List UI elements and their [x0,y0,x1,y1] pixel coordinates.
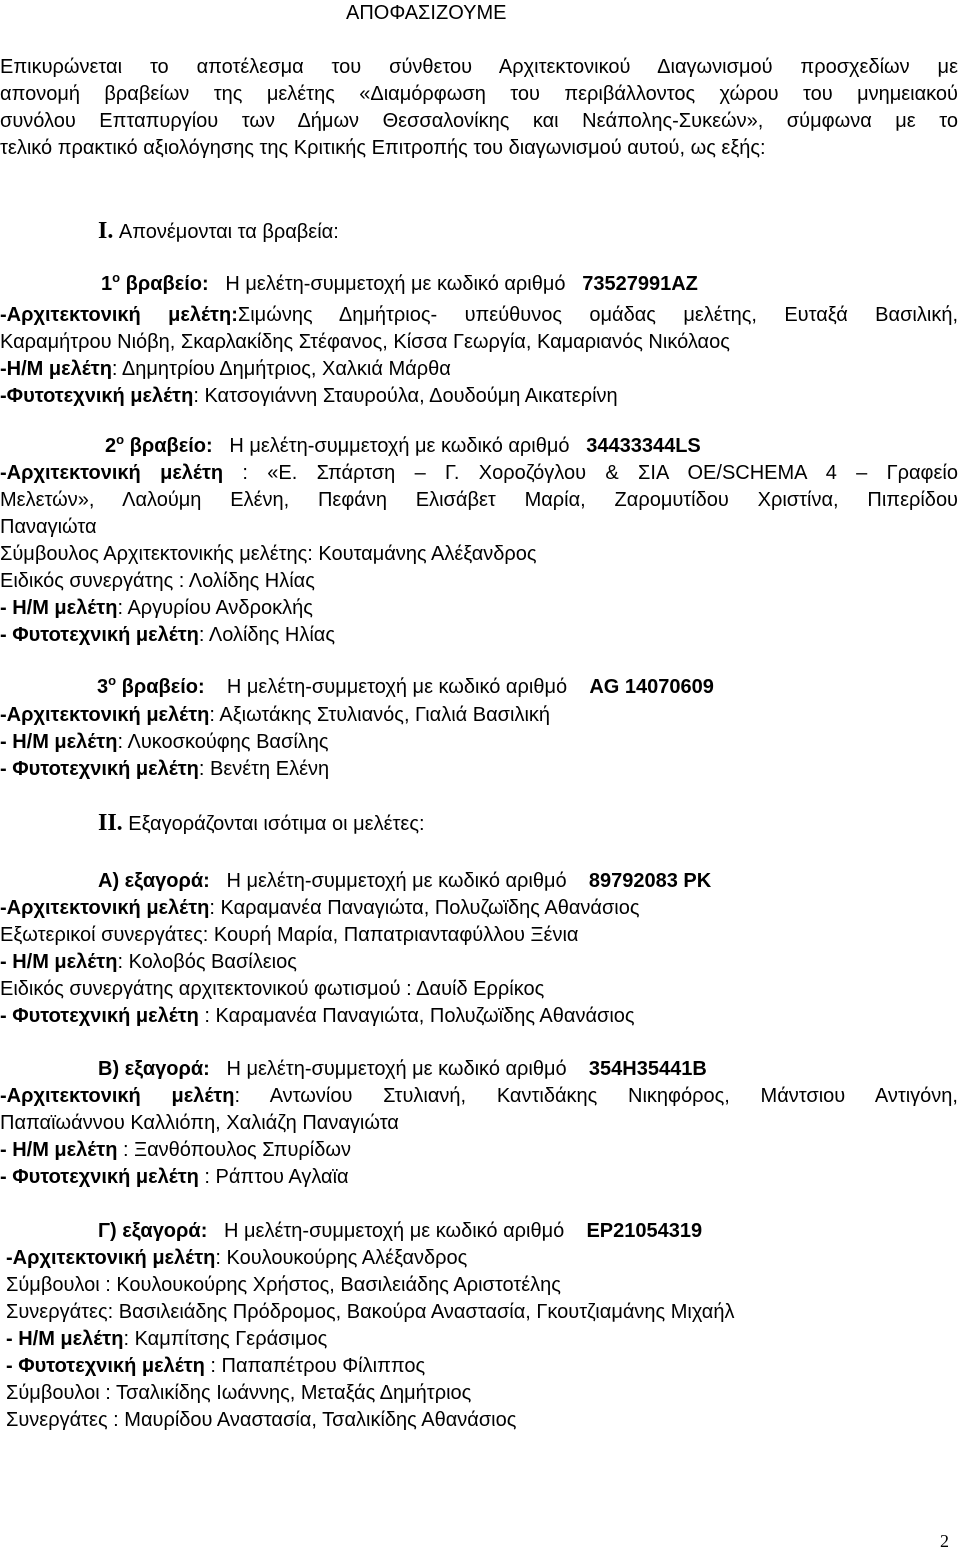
study-code: ΕΡ21054319 [586,1220,703,1242]
arch-line: -Αρχιτεκτονική μελέτη : «Ε. Σπάρτση – Γ. Χοροζόγλου & ΣΙΑ ΟΕ/SCHEMA 4 – Γραφείο [0,462,959,484]
arch-line: -Αρχιτεκτονική μελέτη: Καραμανέα Παναγιώτα, Πολυζωϊδης Αθανάσιος [0,897,640,919]
intro-line: συνόλου Επταπυργίου των Δήμων Θεσσαλονίκης και Νεάπολης-Συκεών», σύμφωνα με το [0,110,958,132]
arch-line: -Αρχιτεκτονική μελέτη:Σιμώνης Δημήτριος- υπεύθυνος ομάδας μελέτης, Ευταξά Βασιλική, [0,304,958,326]
section-numeral: II. [98,810,123,836]
section-heading-text: Εξαγοράζονται ισότιμα οι μελέτες: [128,813,425,835]
arch-line: -Αρχιτεκτονική μελέτη: Αξιωτάκης Στυλιανός, Γιαλιά Βασιλική [0,704,551,726]
study-code: 34433344LS [586,435,701,457]
hm-line: - Η/Μ μελέτη: Λυκοσκούφης Βασίλης [0,731,329,753]
page-number: 2 [940,1531,949,1551]
section-heading [98,810,425,838]
arch-line: Παπαϊωάννου Καλλιόπη, Χαλιάζη Παναγιώτα [0,1112,399,1134]
phyto-line: -Φυτοτεχνική μελέτη: Κατσογιάννη Σταυρούλα, Δουδούμη Αικατερίνη [0,385,618,407]
prize-heading: $1^o$ βραβείο: Η μελέτη-συμμετοχή με κωδικό αριθμό 73527991ΑΖ [101,270,698,295]
advisors-line: Σύμβουλοι : Κουλουκούρης Χρήστος, Βασιλειάδης Αριστοτέλης [6,1274,561,1296]
study-code: 73527991ΑΖ [582,273,698,295]
prize-heading: $3^o$ βραβείο: Η μελέτη-συμμετοχή με κωδικό αριθμό AG 14070609 [97,673,714,698]
purchase-heading: Γ) εξαγορά: Η μελέτη-συμμετοχή με κωδικό αριθμό ΕΡ21054319 [98,1220,703,1242]
collaborators-line: Συνεργάτες: Βασιλειάδης Πρόδρομος, Βακούρα Αναστασία, Γκουτζιαμάνης Μιχαήλ [6,1301,735,1323]
collaborators-line: Συνεργάτες : Μαυρίδου Αναστασία, Τσαλικίδης Αθανάσιος [6,1409,517,1431]
phyto-line: - Φυτοτεχνική μελέτη : Ράπτου Αγλαϊα [0,1166,349,1188]
lighting-collaborator-line: Ειδικός συνεργάτης αρχιτεκτονικού φωτισμού : Δαυίδ Ερρίκος [0,978,545,1000]
hm-line: - Η/Μ μελέτη: Αργυρίου Ανδροκλής [0,597,313,619]
arch-line: Μελετών», Λαλούμη Ελένη, Πεφάνη Ελισάβετ Μαρία, Ζαρομυτίδου Χριστίνα, Πιπερίδου [0,489,958,511]
study-code: 89792083 PK [588,870,712,892]
phyto-line: - Φυτοτεχνική μελέτη : Παπαπέτρου Φίλιππος [6,1355,426,1377]
arch-line: Παναγιώτα [0,516,97,538]
hm-line: - Η/Μ μελέτη : Ξανθόπουλος Σπυρίδων [0,1139,351,1161]
purchase-heading: Β) εξαγορά: Η μελέτη-συμμετοχή με κωδικό αριθμό 354H35441B [98,1058,707,1080]
hm-line: -Η/Μ μελέτη: Δημητρίου Δημήτριος, Χαλκιά Μάρθα [0,358,451,380]
hm-line: - Η/Μ μελέτη: Καμπίτσης Γεράσιμος [6,1328,328,1350]
intro-line: απονομή βραβείων της μελέτης «Διαμόρφωση του περιβάλλοντος χώρου του μνημειακού [0,83,958,105]
hm-line: - Η/Μ μελέτη: Κολοβός Βασίλειος [0,951,297,973]
arch-line: -Αρχιτεκτονική μελέτη: Κουλουκούρης Αλέξανδρος [6,1247,468,1269]
purchase-heading: Α) εξαγορά: Η μελέτη-συμμετοχή με κωδικό αριθμό 89792083 PK [98,870,712,892]
external-collaborators-line: Εξωτερικοί συνεργάτες: Κουρή Μαρία, Παπατριανταφύλλου Ξένια [0,924,579,946]
advisor-line: Σύμβουλος Αρχιτεκτονικής μελέτης: Κουταμάνης Αλέξανδρος [0,543,537,565]
phyto-line: - Φυτοτεχνική μελέτη: Βενέτη Ελένη [0,758,330,780]
phyto-line: - Φυτοτεχνική μελέτη: Λολίδης Ηλίας [0,624,335,646]
page-title: ΑΠΟΦΑΣΙΖΟΥΜΕ [346,2,507,24]
section-numeral: I. [98,218,114,244]
study-code: 354H35441B [588,1058,707,1080]
arch-line: Καραμήτρου Νιόβη, Σκαρλακίδης Στέφανος, Κίσσα Γεωργία, Καμαριανός Νικόλαος [0,331,730,353]
prize-heading: $2^o$ βραβείο: Η μελέτη-συμμετοχή με κωδικό αριθμό 34433344LS [105,432,701,457]
collaborator-line: Ειδικός συνεργάτης : Λολίδης Ηλίας [0,570,315,592]
intro-line: τελικό πρακτικό αξιολόγησης της Κριτικής Επιτροπής του διαγωνισμού αυτού, ως εξής: [0,137,766,159]
arch-line: -Αρχιτεκτονική μελέτη: Αντωνίου Στυλιανή, Καντιδάκης Νικηφόρος, Μάντσιου Αντιγόνη, [0,1085,958,1107]
section-heading-text: Απονέμονται τα βραβεία: [118,221,339,243]
advisors-line: Σύμβουλοι : Τσαλικίδης Ιωάννης, Μεταξάς Δημήτριος [6,1382,472,1404]
section-heading [98,218,339,246]
phyto-line: - Φυτοτεχνική μελέτη : Καραμανέα Παναγιώτα, Πολυζωϊδης Αθανάσιος [0,1005,635,1027]
intro-line: Επικυρώνεται το αποτέλεσμα του σύνθετου Αρχιτεκτονικού Διαγωνισμού προσχεδίων με [0,56,958,78]
study-code: AG 14070609 [589,676,714,698]
